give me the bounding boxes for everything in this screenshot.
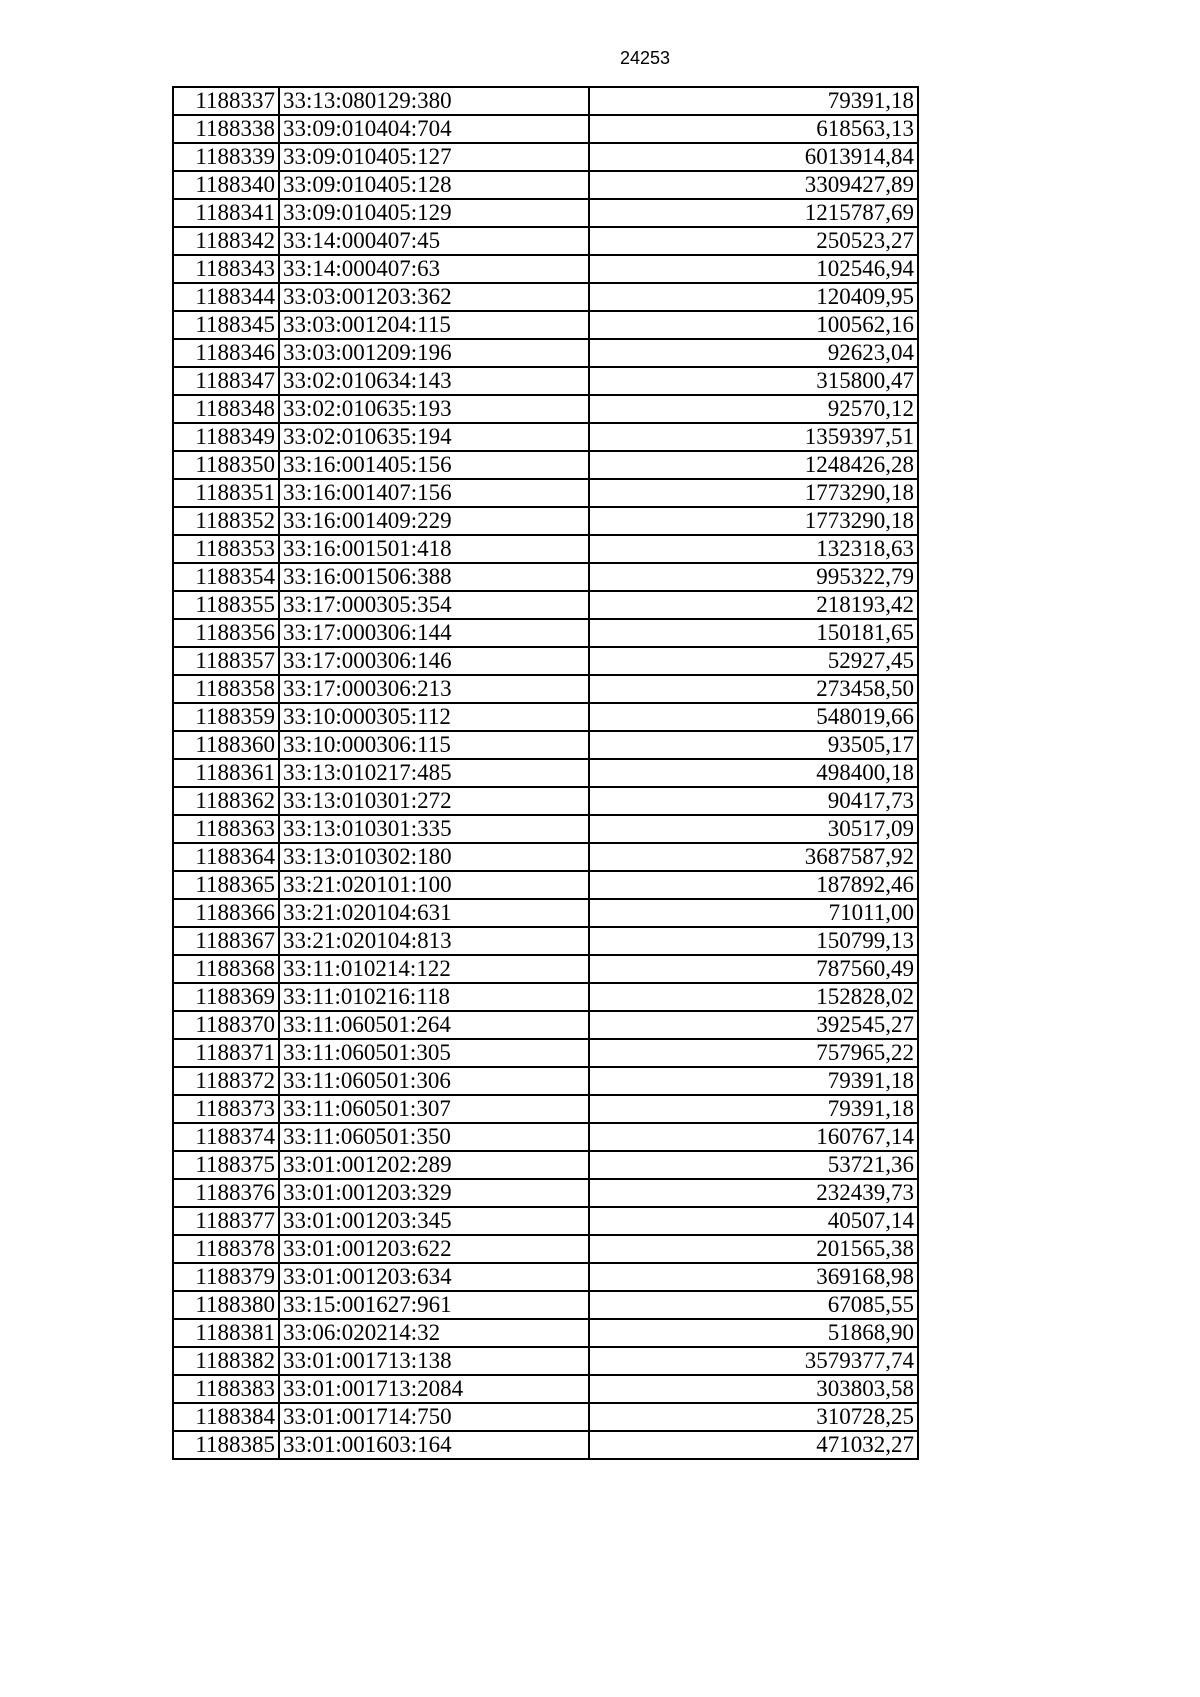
row-number-cell: 1188385 xyxy=(173,1431,279,1459)
row-number-cell: 1188342 xyxy=(173,227,279,255)
row-number-cell: 1188371 xyxy=(173,1039,279,1067)
row-number-cell: 1188362 xyxy=(173,787,279,815)
row-number-cell: 1188349 xyxy=(173,423,279,451)
value-cell: 120409,95 xyxy=(589,283,918,311)
value-cell: 150799,13 xyxy=(589,927,918,955)
table-row xyxy=(173,367,918,395)
row-number-cell: 1188369 xyxy=(173,983,279,1011)
cadastral-number-cell: 33:11:010216:118 xyxy=(279,983,589,1011)
value-cell: 201565,38 xyxy=(589,1235,918,1263)
table-row xyxy=(173,199,918,227)
table-row xyxy=(173,955,918,983)
value-cell: 369168,98 xyxy=(589,1263,918,1291)
cadastral-number-cell: 33:02:010634:143 xyxy=(279,367,589,395)
cadastral-number-cell: 33:01:001203:622 xyxy=(279,1235,589,1263)
value-cell: 757965,22 xyxy=(589,1039,918,1067)
row-number-cell: 1188363 xyxy=(173,815,279,843)
cadastral-number-cell: 33:09:010404:704 xyxy=(279,115,589,143)
cadastral-number-cell: 33:01:001203:345 xyxy=(279,1207,589,1235)
row-number-cell: 1188341 xyxy=(173,199,279,227)
row-number-cell: 1188354 xyxy=(173,563,279,591)
value-cell: 53721,36 xyxy=(589,1151,918,1179)
table-row xyxy=(173,563,918,591)
cadastral-number-cell: 33:01:001713:138 xyxy=(279,1347,589,1375)
value-cell: 548019,66 xyxy=(589,703,918,731)
cadastral-number-cell: 33:16:001501:418 xyxy=(279,535,589,563)
table-row xyxy=(173,395,918,423)
value-cell: 79391,18 xyxy=(589,1067,918,1095)
table-row xyxy=(173,115,918,143)
row-number-cell: 1188340 xyxy=(173,171,279,199)
table-row xyxy=(173,1319,918,1347)
value-cell: 1359397,51 xyxy=(589,423,918,451)
cadastral-number-cell: 33:10:000305:112 xyxy=(279,703,589,731)
cadastral-number-cell: 33:13:010302:180 xyxy=(279,843,589,871)
row-number-cell: 1188379 xyxy=(173,1263,279,1291)
cadastral-number-cell: 33:13:080129:380 xyxy=(279,87,589,115)
cadastral-number-cell: 33:03:001209:196 xyxy=(279,339,589,367)
table-row xyxy=(173,1151,918,1179)
table-row xyxy=(173,1039,918,1067)
value-cell: 100562,16 xyxy=(589,311,918,339)
value-cell: 67085,55 xyxy=(589,1291,918,1319)
table-row xyxy=(173,591,918,619)
cadastral-number-cell: 33:21:020101:100 xyxy=(279,871,589,899)
cadastral-number-cell: 33:03:001203:362 xyxy=(279,283,589,311)
row-number-cell: 1188356 xyxy=(173,619,279,647)
cadastral-number-cell: 33:06:020214:32 xyxy=(279,1319,589,1347)
value-cell: 187892,46 xyxy=(589,871,918,899)
cadastral-number-cell: 33:15:001627:961 xyxy=(279,1291,589,1319)
value-cell: 250523,27 xyxy=(589,227,918,255)
table-row xyxy=(173,171,918,199)
value-cell: 40507,14 xyxy=(589,1207,918,1235)
row-number-cell: 1188373 xyxy=(173,1095,279,1123)
value-cell: 787560,49 xyxy=(589,955,918,983)
table-row xyxy=(173,311,918,339)
cadastral-number-cell: 33:21:020104:631 xyxy=(279,899,589,927)
value-cell: 6013914,84 xyxy=(589,143,918,171)
row-number-cell: 1188376 xyxy=(173,1179,279,1207)
value-cell: 1773290,18 xyxy=(589,507,918,535)
value-cell: 150181,65 xyxy=(589,619,918,647)
cadastral-number-cell: 33:17:000306:144 xyxy=(279,619,589,647)
row-number-cell: 1188343 xyxy=(173,255,279,283)
cadastral-number-cell: 33:17:000306:213 xyxy=(279,675,589,703)
row-number-cell: 1188383 xyxy=(173,1375,279,1403)
table-row xyxy=(173,675,918,703)
value-cell: 132318,63 xyxy=(589,535,918,563)
registry-table xyxy=(172,86,919,1460)
row-number-cell: 1188338 xyxy=(173,115,279,143)
table-row xyxy=(173,451,918,479)
table-row xyxy=(173,1095,918,1123)
value-cell: 51868,90 xyxy=(589,1319,918,1347)
cadastral-number-cell: 33:11:060501:305 xyxy=(279,1039,589,1067)
row-number-cell: 1188355 xyxy=(173,591,279,619)
row-number-cell: 1188359 xyxy=(173,703,279,731)
cadastral-number-cell: 33:17:000305:354 xyxy=(279,591,589,619)
row-number-cell: 1188366 xyxy=(173,899,279,927)
table-row xyxy=(173,1067,918,1095)
row-number-cell: 1188364 xyxy=(173,843,279,871)
cadastral-number-cell: 33:11:060501:307 xyxy=(279,1095,589,1123)
row-number-cell: 1188344 xyxy=(173,283,279,311)
table-row xyxy=(173,423,918,451)
value-cell: 92623,04 xyxy=(589,339,918,367)
value-cell: 102546,94 xyxy=(589,255,918,283)
row-number-cell: 1188365 xyxy=(173,871,279,899)
value-cell: 71011,00 xyxy=(589,899,918,927)
table-row xyxy=(173,1011,918,1039)
table-row xyxy=(173,843,918,871)
cadastral-number-cell: 33:13:010301:272 xyxy=(279,787,589,815)
row-number-cell: 1188352 xyxy=(173,507,279,535)
row-number-cell: 1188361 xyxy=(173,759,279,787)
row-number-cell: 1188360 xyxy=(173,731,279,759)
page-number: 24253 xyxy=(619,48,671,68)
row-number-cell: 1188372 xyxy=(173,1067,279,1095)
row-number-cell: 1188367 xyxy=(173,927,279,955)
value-cell: 90417,73 xyxy=(589,787,918,815)
value-cell: 303803,58 xyxy=(589,1375,918,1403)
table-row xyxy=(173,647,918,675)
row-number-cell: 1188358 xyxy=(173,675,279,703)
cadastral-number-cell: 33:09:010405:127 xyxy=(279,143,589,171)
value-cell: 92570,12 xyxy=(589,395,918,423)
table-row xyxy=(173,703,918,731)
cadastral-number-cell: 33:16:001405:156 xyxy=(279,451,589,479)
cadastral-number-cell: 33:09:010405:128 xyxy=(279,171,589,199)
table-row xyxy=(173,87,918,115)
row-number-cell: 1188382 xyxy=(173,1347,279,1375)
value-cell: 30517,09 xyxy=(589,815,918,843)
table-row xyxy=(173,1179,918,1207)
value-cell: 232439,73 xyxy=(589,1179,918,1207)
row-number-cell: 1188347 xyxy=(173,367,279,395)
table-row xyxy=(173,759,918,787)
table-row xyxy=(173,815,918,843)
cadastral-number-cell: 33:01:001714:750 xyxy=(279,1403,589,1431)
registry-table-body xyxy=(173,87,918,1459)
value-cell: 995322,79 xyxy=(589,563,918,591)
cadastral-number-cell: 33:17:000306:146 xyxy=(279,647,589,675)
table-row xyxy=(173,871,918,899)
value-cell: 1773290,18 xyxy=(589,479,918,507)
table-row xyxy=(173,507,918,535)
cadastral-number-cell: 33:01:001603:164 xyxy=(279,1431,589,1459)
table-row xyxy=(173,227,918,255)
row-number-cell: 1188380 xyxy=(173,1291,279,1319)
table-row xyxy=(173,339,918,367)
value-cell: 93505,17 xyxy=(589,731,918,759)
value-cell: 315800,47 xyxy=(589,367,918,395)
value-cell: 79391,18 xyxy=(589,87,918,115)
table-row xyxy=(173,143,918,171)
value-cell: 218193,42 xyxy=(589,591,918,619)
value-cell: 618563,13 xyxy=(589,115,918,143)
row-number-cell: 1188357 xyxy=(173,647,279,675)
table-row xyxy=(173,927,918,955)
cadastral-number-cell: 33:11:060501:350 xyxy=(279,1123,589,1151)
row-number-cell: 1188350 xyxy=(173,451,279,479)
table-row xyxy=(173,1263,918,1291)
table-row xyxy=(173,283,918,311)
value-cell: 152828,02 xyxy=(589,983,918,1011)
row-number-cell: 1188378 xyxy=(173,1235,279,1263)
row-number-cell: 1188353 xyxy=(173,535,279,563)
cadastral-number-cell: 33:10:000306:115 xyxy=(279,731,589,759)
table-row xyxy=(173,1347,918,1375)
cadastral-number-cell: 33:09:010405:129 xyxy=(279,199,589,227)
cadastral-number-cell: 33:01:001203:634 xyxy=(279,1263,589,1291)
table-row xyxy=(173,983,918,1011)
table-row xyxy=(173,479,918,507)
table-row xyxy=(173,1431,918,1459)
row-number-cell: 1188375 xyxy=(173,1151,279,1179)
row-number-cell: 1188345 xyxy=(173,311,279,339)
cadastral-number-cell: 33:03:001204:115 xyxy=(279,311,589,339)
table-row xyxy=(173,255,918,283)
table-row xyxy=(173,899,918,927)
cadastral-number-cell: 33:02:010635:193 xyxy=(279,395,589,423)
cadastral-number-cell: 33:11:060501:306 xyxy=(279,1067,589,1095)
row-number-cell: 1188368 xyxy=(173,955,279,983)
cadastral-number-cell: 33:11:060501:264 xyxy=(279,1011,589,1039)
value-cell: 498400,18 xyxy=(589,759,918,787)
cadastral-number-cell: 33:01:001202:289 xyxy=(279,1151,589,1179)
cadastral-number-cell: 33:21:020104:813 xyxy=(279,927,589,955)
table-row xyxy=(173,535,918,563)
value-cell: 3309427,89 xyxy=(589,171,918,199)
row-number-cell: 1188351 xyxy=(173,479,279,507)
cadastral-number-cell: 33:01:001713:2084 xyxy=(279,1375,589,1403)
cadastral-number-cell: 33:11:010214:122 xyxy=(279,955,589,983)
value-cell: 3687587,92 xyxy=(589,843,918,871)
table-row xyxy=(173,1291,918,1319)
table-row xyxy=(173,1123,918,1151)
row-number-cell: 1188337 xyxy=(173,87,279,115)
row-number-cell: 1188377 xyxy=(173,1207,279,1235)
value-cell: 471032,27 xyxy=(589,1431,918,1459)
cadastral-number-cell: 33:02:010635:194 xyxy=(279,423,589,451)
table-row xyxy=(173,787,918,815)
cadastral-number-cell: 33:16:001506:388 xyxy=(279,563,589,591)
value-cell: 310728,25 xyxy=(589,1403,918,1431)
value-cell: 1215787,69 xyxy=(589,199,918,227)
row-number-cell: 1188346 xyxy=(173,339,279,367)
cadastral-number-cell: 33:16:001407:156 xyxy=(279,479,589,507)
row-number-cell: 1188348 xyxy=(173,395,279,423)
value-cell: 52927,45 xyxy=(589,647,918,675)
table-row xyxy=(173,1235,918,1263)
table-row xyxy=(173,619,918,647)
row-number-cell: 1188374 xyxy=(173,1123,279,1151)
cadastral-number-cell: 33:16:001409:229 xyxy=(279,507,589,535)
table-row xyxy=(173,1403,918,1431)
value-cell: 1248426,28 xyxy=(589,451,918,479)
value-cell: 160767,14 xyxy=(589,1123,918,1151)
cadastral-number-cell: 33:13:010217:485 xyxy=(279,759,589,787)
row-number-cell: 1188384 xyxy=(173,1403,279,1431)
cadastral-number-cell: 33:14:000407:45 xyxy=(279,227,589,255)
cadastral-number-cell: 33:13:010301:335 xyxy=(279,815,589,843)
table-row xyxy=(173,1375,918,1403)
value-cell: 3579377,74 xyxy=(589,1347,918,1375)
cadastral-number-cell: 33:14:000407:63 xyxy=(279,255,589,283)
row-number-cell: 1188339 xyxy=(173,143,279,171)
table-row xyxy=(173,1207,918,1235)
value-cell: 273458,50 xyxy=(589,675,918,703)
table-row xyxy=(173,731,918,759)
row-number-cell: 1188381 xyxy=(173,1319,279,1347)
value-cell: 79391,18 xyxy=(589,1095,918,1123)
row-number-cell: 1188370 xyxy=(173,1011,279,1039)
value-cell: 392545,27 xyxy=(589,1011,918,1039)
cadastral-number-cell: 33:01:001203:329 xyxy=(279,1179,589,1207)
